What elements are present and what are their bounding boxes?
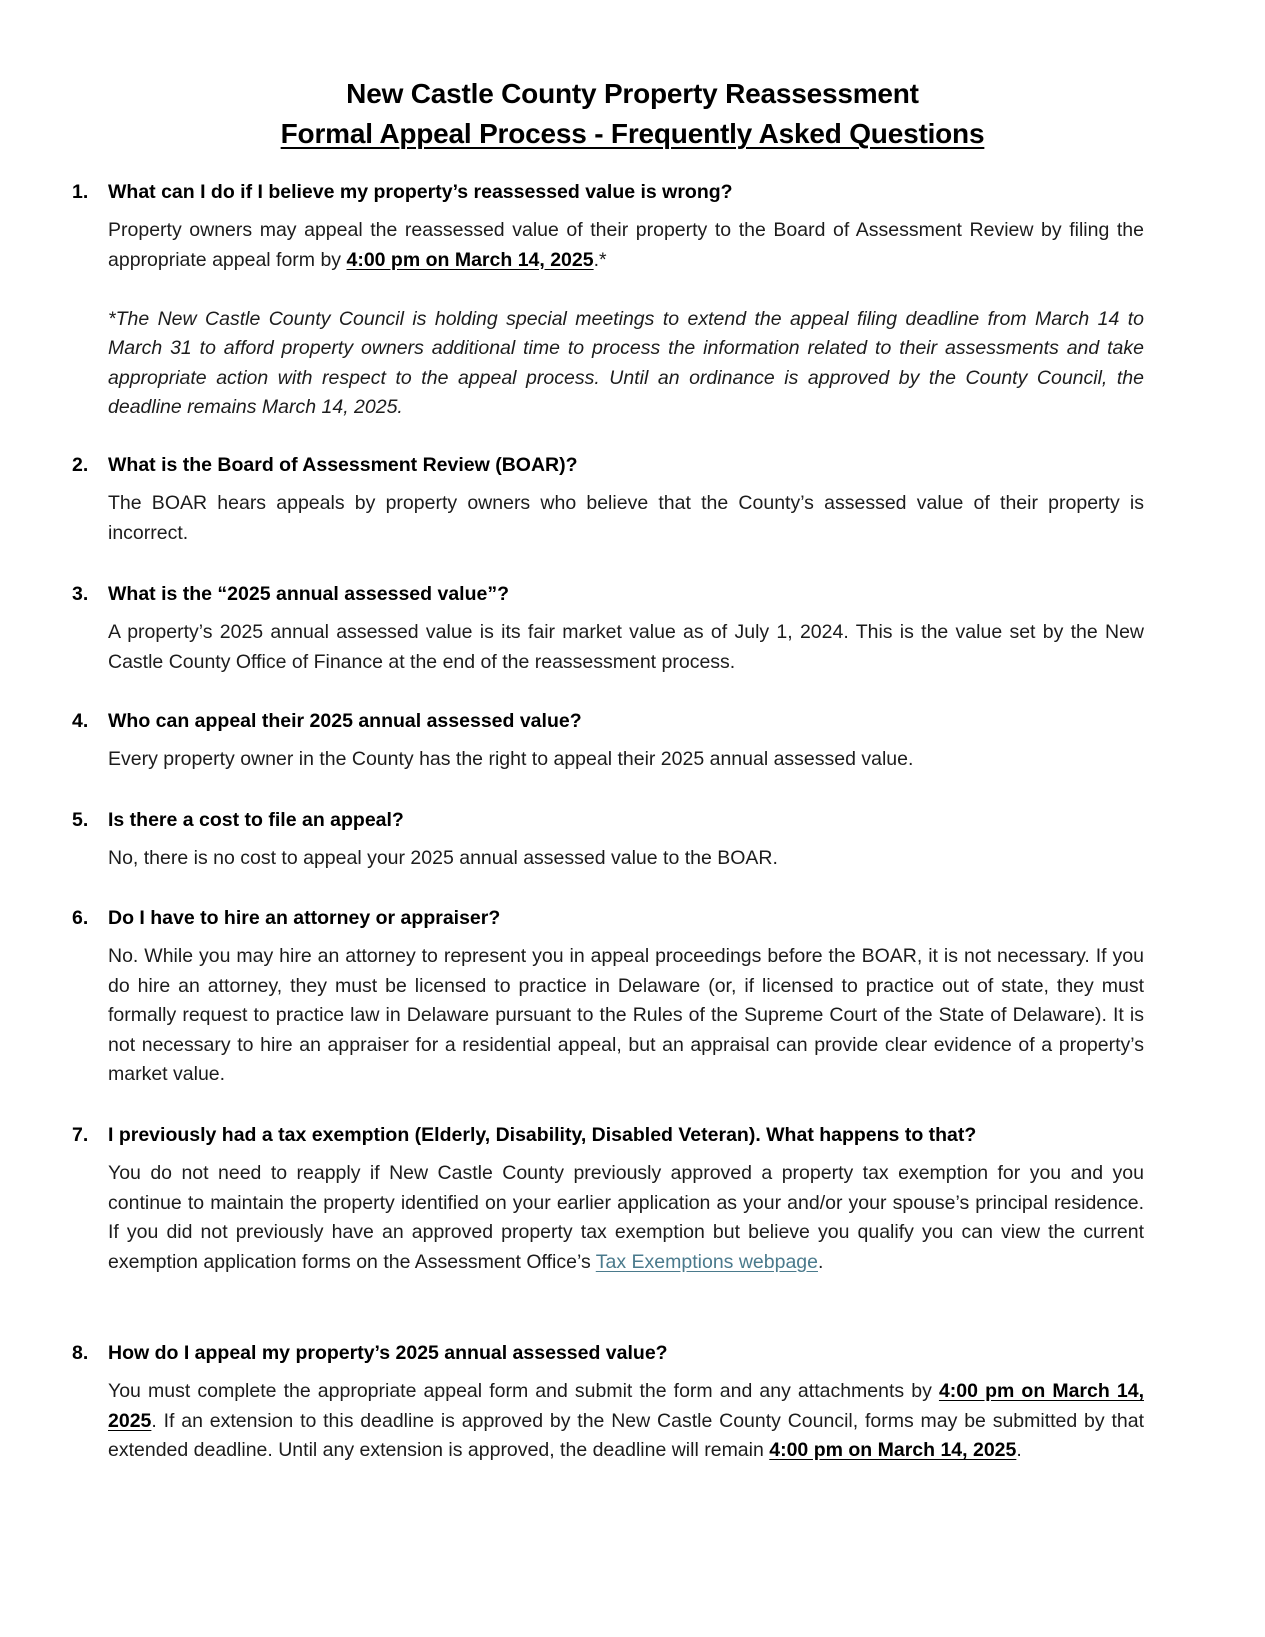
- answer-paragraph: No. While you may hire an attorney to represent you in appeal proceedings before the BOAR, it is not necessary. If you do hire an attorney, they must be licensed to practice in Delaware (or, if licensed to practice out of state, they must formally request to practice law in Delaware pursuant to the Rules of the Supreme Court of the State of Delaware). It is not necessary to hire an appraiser for a residential appeal, but an appraisal can provide clear evidence of a property’s market value.: [108, 945, 1144, 1085]
- faq-item-3: [72, 580, 1144, 677]
- question-number: 2.: [72, 454, 89, 476]
- answer-text: Property owners may appeal the reassessed value of their property to the Board of Assessment Review by filing the appropriate appeal form by: [108, 219, 1144, 271]
- question-text: Is there a cost to file an appeal?: [108, 809, 404, 831]
- faq-question: [72, 178, 1144, 206]
- faq-question: [72, 1121, 1144, 1149]
- deadline-extension-note: *The New Castle County Council is holding special meetings to extend the appeal filing deadline from March 14 to March 31 to afford property owners additional time to process the information related to their assessments and take appropriate action with respect to the appeal process. Until an ordinance is approved by the County Council, the deadline remains March 14, 2025.: [108, 307, 1144, 418]
- faq-question: [72, 904, 1144, 932]
- faq-question: [72, 707, 1144, 735]
- faq-item-2: [72, 451, 1144, 548]
- answer-paragraph: A property’s 2025 annual assessed value is its fair market value as of July 1, 2024. This is the value set by the New Castle County Office of Finance at the end of the reassessment process.: [108, 621, 1144, 673]
- question-text: What is the Board of Assessment Review (BOAR)?: [108, 454, 578, 476]
- question-number: 1.: [72, 181, 89, 203]
- answer-text: You must complete the appropriate appeal form and submit the form and any attachments by: [108, 1380, 939, 1402]
- question-number: 8.: [72, 1342, 89, 1364]
- document-subtitle: Formal Appeal Process - Frequently Asked Questions: [280, 118, 985, 149]
- answer-text: . If an extension to this deadline is approved by the New Castle County Council, forms may be submitted by that extended deadline. Until any extension is approved, the deadline will remain: [108, 1409, 1144, 1461]
- question-text: Who can appeal their 2025 annual assessed value?: [108, 710, 582, 732]
- answer-text: .: [817, 1250, 824, 1273]
- question-number: 3.: [72, 583, 89, 605]
- question-number: 7.: [72, 1124, 89, 1146]
- faq-answer: [108, 942, 1144, 1090]
- document-header: [0, 74, 1265, 154]
- answer-text: .*: [593, 248, 607, 271]
- faq-item-7: [72, 1121, 1144, 1277]
- faq-question: [72, 1339, 1144, 1367]
- question-number: 5.: [72, 809, 89, 831]
- answer-paragraph: The BOAR hears appeals by property owners who believe that the County’s assessed value of their property is incorrect.: [108, 492, 1144, 544]
- answer-paragraph: [108, 1377, 1144, 1466]
- faq-item-1: [72, 178, 1144, 423]
- document-title: New Castle County Property Reassessment: [346, 78, 919, 109]
- answer-text: You do not need to reapply if New Castle County previously approved a property tax exemption for you and you continue to maintain the property identified on your earlier application as your and/or your spouse’s principal residence. If you did not previously have an approved property tax exemption but believe you qualify you can view the current exemption application forms on the Assessment Office’s: [108, 1162, 1144, 1273]
- faq-answer: [108, 1159, 1144, 1277]
- faq-answer: [108, 618, 1144, 677]
- faq-item-8: [72, 1339, 1144, 1466]
- question-text: I previously had a tax exemption (Elderly, Disability, Disabled Veteran). What happens to that?: [108, 1124, 977, 1146]
- answer-text: .: [1016, 1439, 1022, 1461]
- question-number: 6.: [72, 907, 89, 929]
- answer-paragraph: [108, 1159, 1144, 1277]
- tax-exemptions-webpage-link[interactable]: Tax Exemptions webpage: [595, 1250, 818, 1273]
- question-text: What can I do if I believe my property’s reassessed value is wrong?: [108, 181, 733, 203]
- faq-answer: [108, 745, 1144, 775]
- faq-answer: [108, 1377, 1144, 1466]
- faq-item-4: [72, 707, 1144, 775]
- question-text: Do I have to hire an attorney or appraiser?: [108, 907, 501, 929]
- question-number: 4.: [72, 710, 89, 732]
- faq-item-5: [72, 806, 1144, 874]
- deadline-highlight: 4:00 pm on March 14, 2025: [769, 1439, 1017, 1461]
- answer-paragraph: Every property owner in the County has the right to appeal their 2025 annual assessed value.: [108, 748, 914, 770]
- faq-question: [72, 580, 1144, 608]
- answer-paragraph: No, there is no cost to appeal your 2025 annual assessed value to the BOAR.: [108, 847, 778, 869]
- faq-answer: [108, 216, 1144, 423]
- question-text: How do I appeal my property’s 2025 annual assessed value?: [108, 1342, 668, 1364]
- faq-question: [72, 806, 1144, 834]
- deadline-highlight: 4:00 pm on March 14, 2025: [108, 1380, 1144, 1432]
- faq-item-6: [72, 904, 1144, 1090]
- faq-question: [72, 451, 1144, 479]
- faq-answer: [108, 489, 1144, 548]
- deadline-highlight: 4:00 pm on March 14, 2025: [346, 248, 594, 271]
- faq-answer: [108, 844, 1144, 874]
- question-text: What is the “2025 annual assessed value”?: [108, 583, 509, 605]
- answer-paragraph: [108, 216, 1144, 275]
